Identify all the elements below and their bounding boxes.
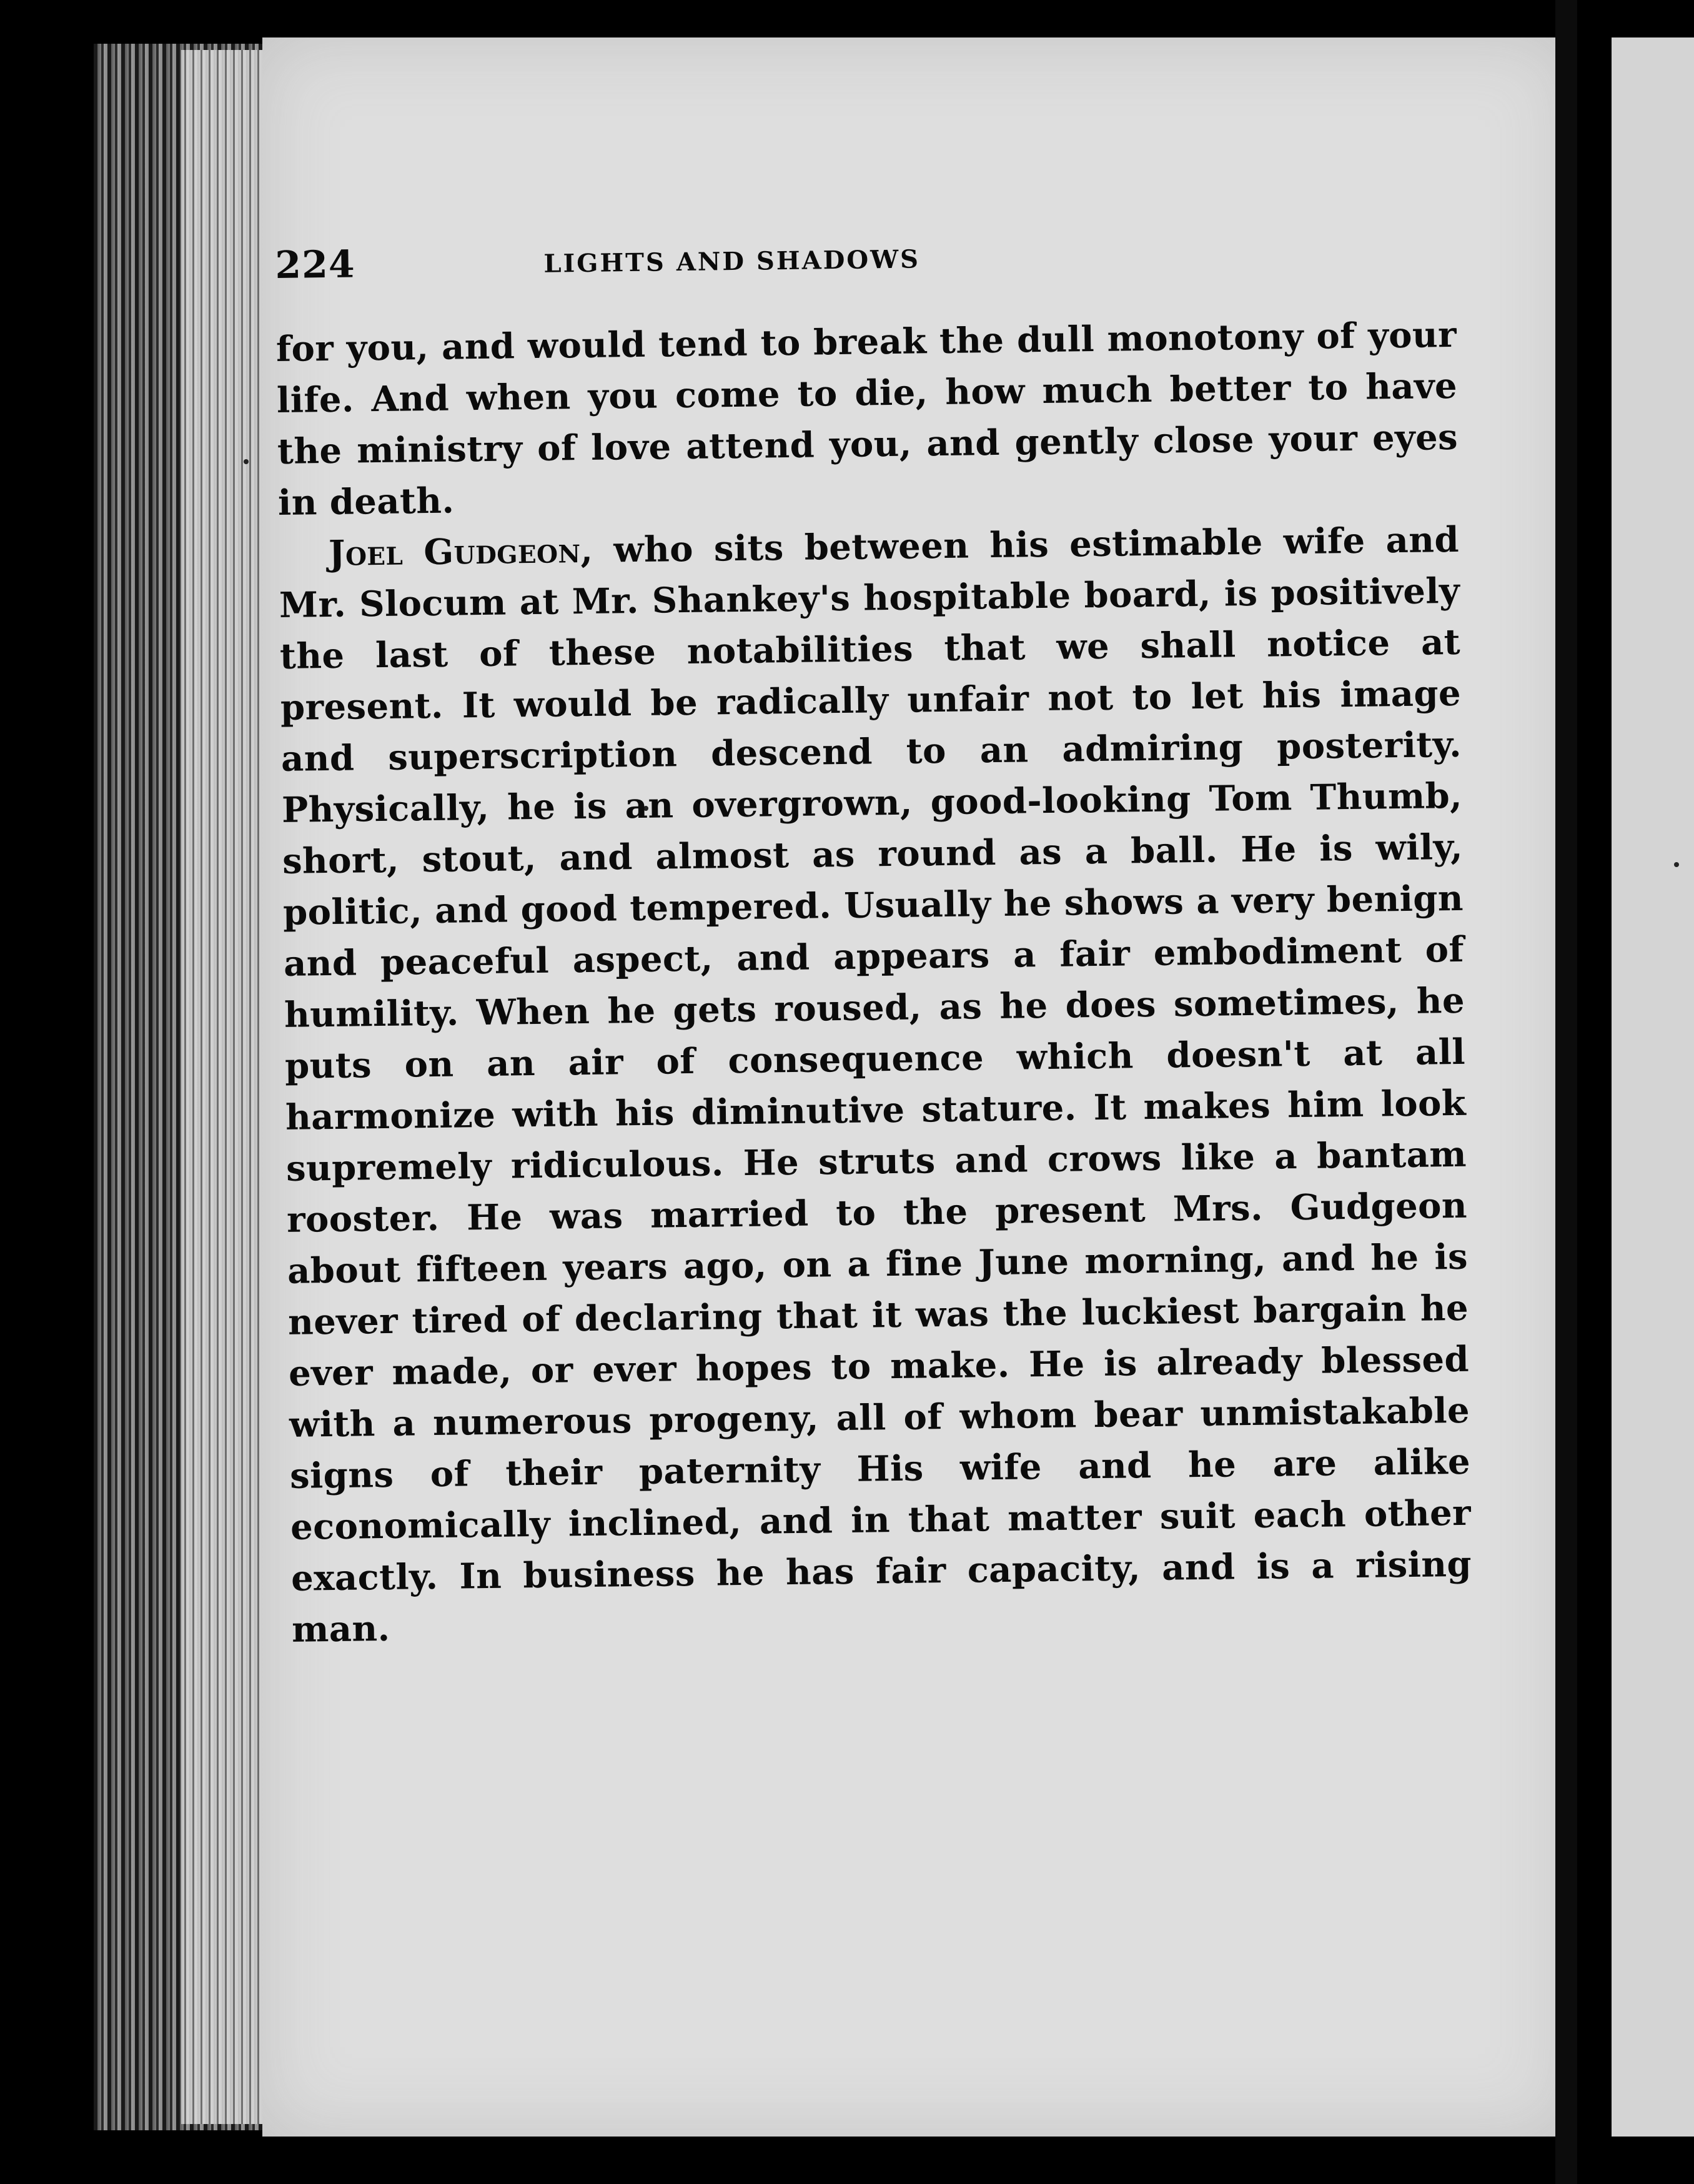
paragraph-lead-name: Joel Gudgeon [328,530,581,574]
paragraph [279,514,1473,1655]
scan-speck [244,459,249,464]
running-head-title: LIGHTS AND SHADOWS [543,244,921,279]
page-number: 224 [275,242,356,287]
paragraph-text: , who sits between his estimable wife and Mr. Slocum at Mr. Shankey's hospitable board, is positively the last of these notabilities that we shall notice at present. It would be radically unfair not to let his image and superscription descend to an admiring posterity. Physically, he is an overgrown, good-looking Tom Thumb, short, stout, and almost as round as a ball. He is wily, politic, and good tempered. Usually he shows a very benign and peaceful aspect, and appears a fair embodiment of humility. When he gets roused, as he does sometimes, he puts on an air of consequence which doesn't at all harmonize with his diminutive stature. It makes him look supremely ridiculous. He struts and crows like a bantam rooster. He was married to the present Mrs. Gudgeon about fifteen years ago, on a fine June morning, and he is never tired of declaring that it was the luckiest bargain he ever made, or ever hopes to make. He is already blessed with a numerous progeny, all of whom bear unmistakable signs of their paternity His wife and he are alike economically inclined, and in that matter suit each other exactly. In business he has fair capacity, and is a rising man. [279,519,1472,1650]
scan-speck [1674,862,1679,867]
page-text-block [275,229,1472,1655]
book-gutter [1555,0,1577,2184]
facing-page-edge [1612,37,1694,2137]
paragraph-text: for you, and would tend to break the dull monotony of your life. And when you come to die, how much better to have the ministry of love attend you, and gently close your eyes in death. [275,314,1459,524]
body-text [276,309,1473,1655]
paragraph [276,309,1459,529]
